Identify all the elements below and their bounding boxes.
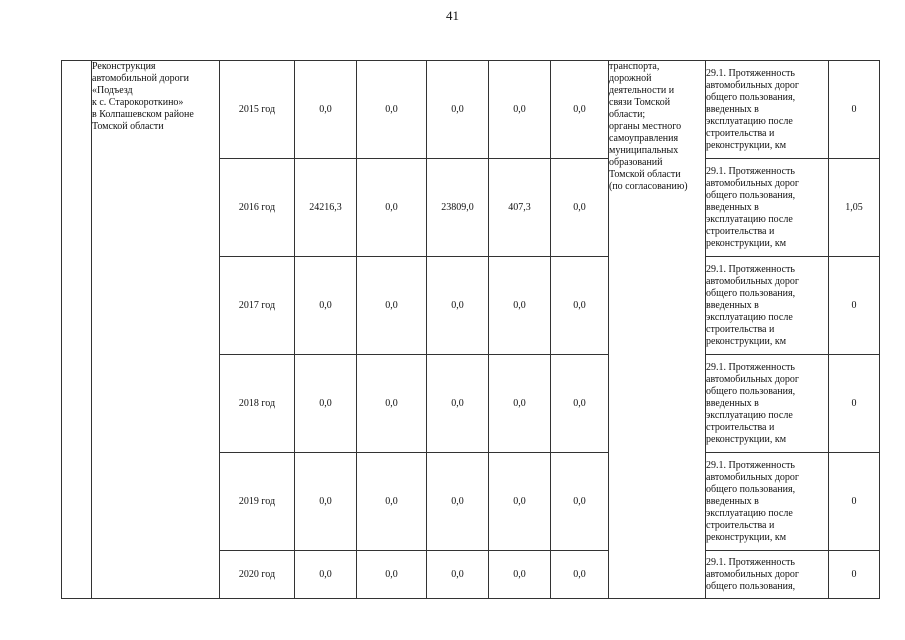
federal-cell: 0,0 (357, 453, 427, 551)
extrabudget-cell: 0,0 (551, 551, 609, 599)
indicator-name: 29.1. Протяженность автомобильных дорог общего пользования, введенных в эксплуатацию после строительства и реконструкции, км (706, 165, 800, 249)
extrabudget-cell: 0,0 (551, 159, 609, 257)
local-cell: 0,0 (489, 355, 551, 453)
indicator-value: 0 (829, 551, 880, 599)
total-cell: 0,0 (295, 551, 357, 599)
extrabudget-cell: 0,0 (551, 355, 609, 453)
indicator-value: 0 (829, 355, 880, 453)
regional-cell: 0,0 (427, 453, 489, 551)
page-number: 41 (446, 8, 459, 23)
federal-cell: 0,0 (357, 61, 427, 159)
total-cell: 0,0 (295, 257, 357, 355)
federal-cell: 0,0 (357, 355, 427, 453)
total-cell: 0,0 (295, 453, 357, 551)
federal-cell: 0,0 (357, 159, 427, 257)
year-cell: 2015 год (220, 61, 295, 159)
regional-cell: 0,0 (427, 355, 489, 453)
indicator-value: 0 (829, 61, 880, 159)
year-cell: 2020 год (220, 551, 295, 599)
regional-cell: 0,0 (427, 61, 489, 159)
regional-cell: 0,0 (427, 551, 489, 599)
indicator-value: 0 (829, 453, 880, 551)
year-cell: 2017 год (220, 257, 295, 355)
year-cell: 2019 год (220, 453, 295, 551)
number-cell (62, 61, 92, 599)
extrabudget-cell: 0,0 (551, 61, 609, 159)
total-cell: 0,0 (295, 355, 357, 453)
indicator-name: 29.1. Протяженность автомобильных дорог общего пользования, введенных в эксплуатацию после строительства и реконструкции, км (706, 459, 800, 543)
regional-cell: 23809,0 (427, 159, 489, 257)
local-cell: 0,0 (489, 551, 551, 599)
local-cell: 0,0 (489, 61, 551, 159)
indicator-name: 29.1. Протяженность автомобильных дорог общего пользования, введенных в эксплуатацию после строительства и реконструкции, км (706, 263, 800, 347)
indicator-name: 29.1. Протяженность автомобильных дорог общего пользования, введенных в эксплуатацию после строительства и реконструкции, км (706, 67, 800, 151)
extrabudget-cell: 0,0 (551, 453, 609, 551)
executor: транспорта, дорожной деятельности и связи Томской области; органы местного самоуправления муниципальных образований Томской области (по согласованию) (609, 61, 688, 192)
total-cell: 24216,3 (295, 159, 357, 257)
federal-cell: 0,0 (357, 551, 427, 599)
project-name: Реконструкция автомобильной дороги «Подъезд к с. Старокороткино» в Колпашевском районе Томской области (92, 61, 194, 132)
local-cell: 0,0 (489, 257, 551, 355)
total-cell: 0,0 (295, 61, 357, 159)
table-row (62, 61, 880, 159)
local-cell: 407,3 (489, 159, 551, 257)
regional-cell: 0,0 (427, 257, 489, 355)
indicator-name: 29.1. Протяженность автомобильных дорог общего пользования, введенных в эксплуатацию после строительства и реконструкции, км (706, 361, 800, 445)
extrabudget-cell: 0,0 (551, 257, 609, 355)
indicator-value: 1,05 (829, 159, 880, 257)
year-cell: 2016 год (220, 159, 295, 257)
indicator-value: 0 (829, 257, 880, 355)
program-table (61, 60, 880, 599)
indicator-name: 29.1. Протяженность автомобильных дорог общего пользования, (706, 556, 800, 592)
year-cell: 2018 год (220, 355, 295, 453)
local-cell: 0,0 (489, 453, 551, 551)
federal-cell: 0,0 (357, 257, 427, 355)
